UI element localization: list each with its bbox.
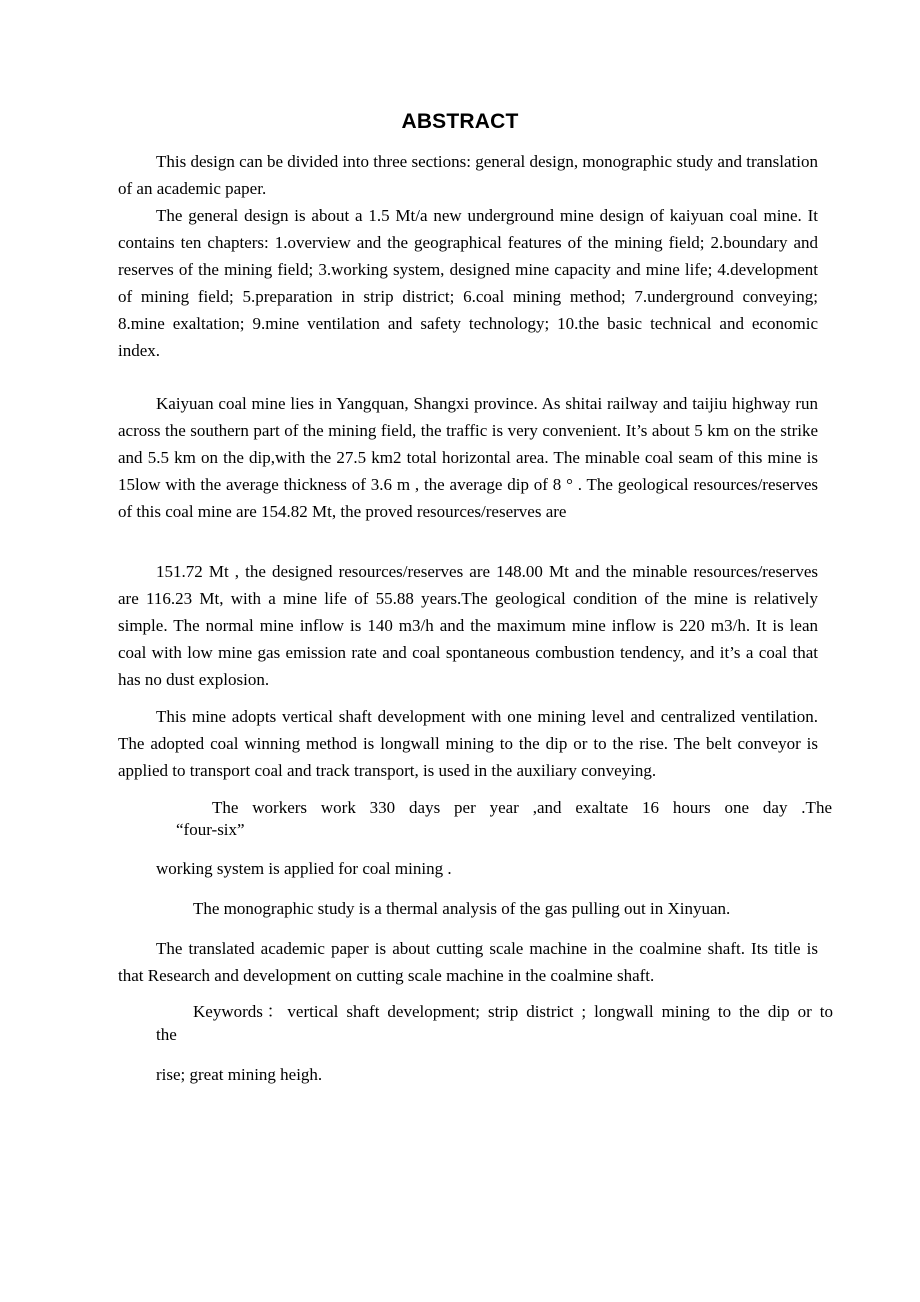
four-six-label: “four-six” (176, 820, 245, 839)
paragraph-monographic-study: The monographic study is a thermal analysis of the gas pulling out in Xinyuan. (193, 899, 731, 918)
working-system-line: working system is applied for coal mining . (156, 859, 452, 878)
keywords-last-line: rise; great mining heigh. (156, 1065, 323, 1084)
paragraph-mine-location: Kaiyuan coal mine lies in Yangquan, Shangxi province. As shitai railway and taijiu highway run across the southern part of the mining field, the traffic is very convenient. It’s about 5 km on the strike and 5.5 km on the dip,with the 27.5 km2 total horizontal area. The minable coal seam of this mine is 15low with the average thickness of 3.6 m , the average dip of 8 ° . The geological resources/reserves of this coal mine are 154.82 Mt, the proved resources/reserves are (118, 394, 818, 521)
paragraph-translated-paper: The translated academic paper is about cutting scale machine in the coalmine shaft. Its title is that Research and development on cutting scale machine in the coalmine shaft. (118, 939, 818, 985)
paragraph-reserves: 151.72 Mt , the designed resources/reserves are 148.00 Mt and the minable resources/reserves are 116.23 Mt, with a mine life of 55.88 years.The geological condition of the mine is relatively simple. The normal mine inflow is 140 m3/h and the maximum mine inflow is 220 m3/h. It is lean coal with low mine gas emission rate and coal spontaneous combustion tendency, and it’s a coal that has no dust explosion. (118, 562, 818, 689)
keywords-line: Keywords：vertical shaft development; strip district ; longwall mining to the dip or to (193, 1002, 833, 1021)
keywords-continuation: the (156, 1025, 177, 1044)
paragraph-general-design: The general design is about a 1.5 Mt/a new underground mine design of kaiyuan coal mine. It contains ten chapters: 1.overview and the geographical features of the mining field; 2.boundary and reserves of the mining field; 3.working system, designed mine capacity and mine life; 4.development of mining field; 5.preparation in strip district; 6.coal mining method; 7.underground conveying; 8.mine exaltation; 9.mine ventilation and safety technology; 10.the basic technical and economic index. (118, 206, 818, 360)
page-title: ABSTRACT (401, 110, 519, 133)
working-days-line: The workers work 330 days per year ,and exaltate 16 hours one day .The (212, 798, 832, 817)
paragraph-development: This mine adopts vertical shaft development with one mining level and centralized ventilation. The adopted coal winning method is longwall mining to the dip or to the rise. The belt conveyor is applied to transport coal and track transport, is used in the auxiliary conveying. (118, 707, 818, 780)
paragraph-intro: This design can be divided into three sections: general design, monographic study and translation of an academic paper. (118, 152, 818, 198)
